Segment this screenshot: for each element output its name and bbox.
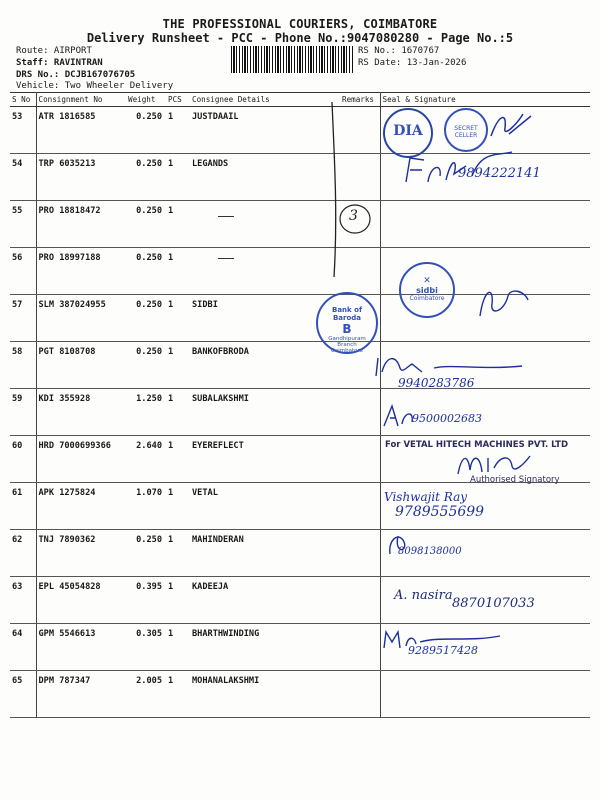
col-seal: Seal & Signature (380, 93, 590, 107)
cell-pcs: 1 (166, 577, 190, 624)
cell-consignment: TNJ 7890362 (36, 530, 126, 577)
cell-consignment: EPL 45054828 (36, 577, 126, 624)
cell-pcs: 1 (166, 295, 190, 342)
drs-number: DRS No.: DCJB167076705 (16, 70, 136, 80)
name-62: Vishwajit Ray (384, 490, 468, 504)
cell-sno: 59 (10, 389, 36, 436)
cell-consignee: KADEEJA (190, 577, 340, 624)
table-row (10, 389, 590, 436)
cell-pcs: 1 (166, 201, 190, 248)
cell-consignee (190, 248, 340, 295)
cell-sno: 57 (10, 295, 36, 342)
cell-pcs: 1 (166, 530, 190, 577)
table-row (10, 201, 590, 248)
authorised-signatory: Authorised Signatory (470, 475, 560, 485)
barcode (231, 46, 353, 73)
staff-label: Staff: RAVINTRAN (16, 58, 103, 68)
signature-57 (474, 282, 534, 322)
cell-consignment: PRO 18818472 (36, 201, 126, 248)
cell-sno: 53 (10, 107, 36, 154)
cell-consignment: PRO 18997188 (36, 248, 126, 295)
cell-sno: 63 (10, 577, 36, 624)
cell-pcs: 1 (166, 342, 190, 389)
cell-sno: 54 (10, 154, 36, 201)
cell-consignee: LEGANDS (190, 154, 340, 201)
bank-of-baroda-stamp: Bank of Baroda B Gandhipuram Branch Coimbatore (316, 292, 378, 354)
col-consignee: Consignee Details (190, 93, 340, 107)
cell-sno: 55 (10, 201, 36, 248)
cell-remarks (340, 483, 380, 530)
cell-consignee: BHARTHWINDING (190, 624, 340, 671)
signature-53 (487, 106, 535, 146)
col-consignment: Consignment No (36, 93, 126, 107)
cell-pcs: 1 (166, 107, 190, 154)
cell-consignee (190, 201, 340, 248)
cell-consignee: BANKOFBRODA (190, 342, 340, 389)
cell-pcs: 1 (166, 154, 190, 201)
cell-remarks (340, 671, 380, 718)
cell-consignee: SUBALAKSHMI (190, 389, 340, 436)
cell-pcs: 1 (166, 483, 190, 530)
remarks-ink-line (320, 92, 350, 282)
vetal-company-stamp: For VETAL HITECH MACHINES PVT. LTD (385, 440, 569, 450)
name-64: A. nasira (394, 588, 453, 603)
dash-mark (218, 216, 234, 217)
cell-seal (380, 201, 590, 248)
cell-consignment: HRD 7000699366 (36, 436, 126, 483)
cell-consignment: DPM 787347 (36, 671, 126, 718)
signature-59 (372, 352, 532, 378)
cell-consignment: PGT 8108708 (36, 342, 126, 389)
cell-consignment: SLM 387024955 (36, 295, 126, 342)
cell-sno: 61 (10, 483, 36, 530)
cell-consignee: SIDBI (190, 295, 340, 342)
route-label: Route: AIRPORT (16, 46, 92, 56)
cell-consignee: VETAL (190, 483, 340, 530)
page-subtitle: Delivery Runsheet - PCC - Phone No.:9047080280 - Page No.:5 (86, 31, 514, 45)
table-row (10, 483, 590, 530)
col-pcs: PCS (166, 93, 190, 107)
phone-62: 9789555699 (395, 504, 485, 520)
phone-65: 9289517428 (408, 644, 478, 657)
rs-number: RS No.: 1670767 (358, 46, 440, 56)
phone-59: 9940283786 (398, 376, 475, 390)
cell-sno: 62 (10, 530, 36, 577)
legands-stamp: SECRET CELLER (444, 108, 488, 152)
rs-date: RS Date: 13-Jan-2026 (358, 58, 467, 68)
phone-63: 8098138000 (398, 546, 462, 557)
signature-61 (454, 448, 534, 478)
cell-consignment: GPM 5546613 (36, 624, 126, 671)
table-row (10, 671, 590, 718)
cell-consignee: EYEREFLECT (190, 436, 340, 483)
cell-remarks (340, 624, 380, 671)
cell-consignee: MOHANALAKSHMI (190, 671, 340, 718)
cell-sno: 64 (10, 624, 36, 671)
cell-remarks (340, 530, 380, 577)
cell-weight: 0.250 (126, 342, 166, 389)
cell-weight: 1.070 (126, 483, 166, 530)
cell-weight: 0.250 (126, 107, 166, 154)
cell-consignment: ATR 1816585 (36, 107, 126, 154)
cell-weight: 0.250 (126, 295, 166, 342)
cell-sno: 60 (10, 436, 36, 483)
cell-weight: 0.250 (126, 201, 166, 248)
cell-pcs: 1 (166, 671, 190, 718)
cell-pcs: 1 (166, 436, 190, 483)
cell-remarks (340, 436, 380, 483)
cell-weight: 0.250 (126, 154, 166, 201)
cell-weight: 0.305 (126, 624, 166, 671)
cell-consignment: TRP 6035213 (36, 154, 126, 201)
phone-60: 9500002683 (412, 412, 482, 425)
cell-weight: 2.005 (126, 671, 166, 718)
cell-weight: 0.250 (126, 248, 166, 295)
cell-remarks (340, 577, 380, 624)
phone-54: 9894222141 (458, 166, 541, 181)
cell-sno: 58 (10, 342, 36, 389)
cell-pcs: 1 (166, 248, 190, 295)
table-row (10, 530, 590, 577)
cell-remarks (340, 389, 380, 436)
cell-weight: 0.250 (126, 530, 166, 577)
remark-55: 3 (349, 208, 358, 224)
cell-sno: 65 (10, 671, 36, 718)
vehicle-label: Vehicle: Two Wheeler Delivery (16, 81, 174, 91)
cell-pcs: 1 (166, 389, 190, 436)
table-header-row (10, 93, 590, 107)
col-remarks: Remarks (340, 93, 380, 107)
cell-sno: 56 (10, 248, 36, 295)
phone-64: 8870107033 (452, 596, 535, 611)
cell-consignment: KDI 355928 (36, 389, 126, 436)
col-weight: Weight (126, 93, 166, 107)
cell-consignee: JUSTDAAIL (190, 107, 340, 154)
col-sno: S No (10, 93, 36, 107)
cell-weight: 1.250 (126, 389, 166, 436)
justdial-stamp: DIA (383, 108, 433, 158)
cell-weight: 0.395 (126, 577, 166, 624)
dash-mark (218, 258, 234, 259)
cell-pcs: 1 (166, 624, 190, 671)
cell-seal (380, 671, 590, 718)
cell-weight: 2.640 (126, 436, 166, 483)
sidbi-stamp: ✕ sidbi Coimbatore (399, 262, 455, 318)
page-title: THE PROFESSIONAL COURIERS, COIMBATORE (162, 17, 438, 31)
cell-consignee: MAHINDERAN (190, 530, 340, 577)
cell-consignment: APK 1275824 (36, 483, 126, 530)
